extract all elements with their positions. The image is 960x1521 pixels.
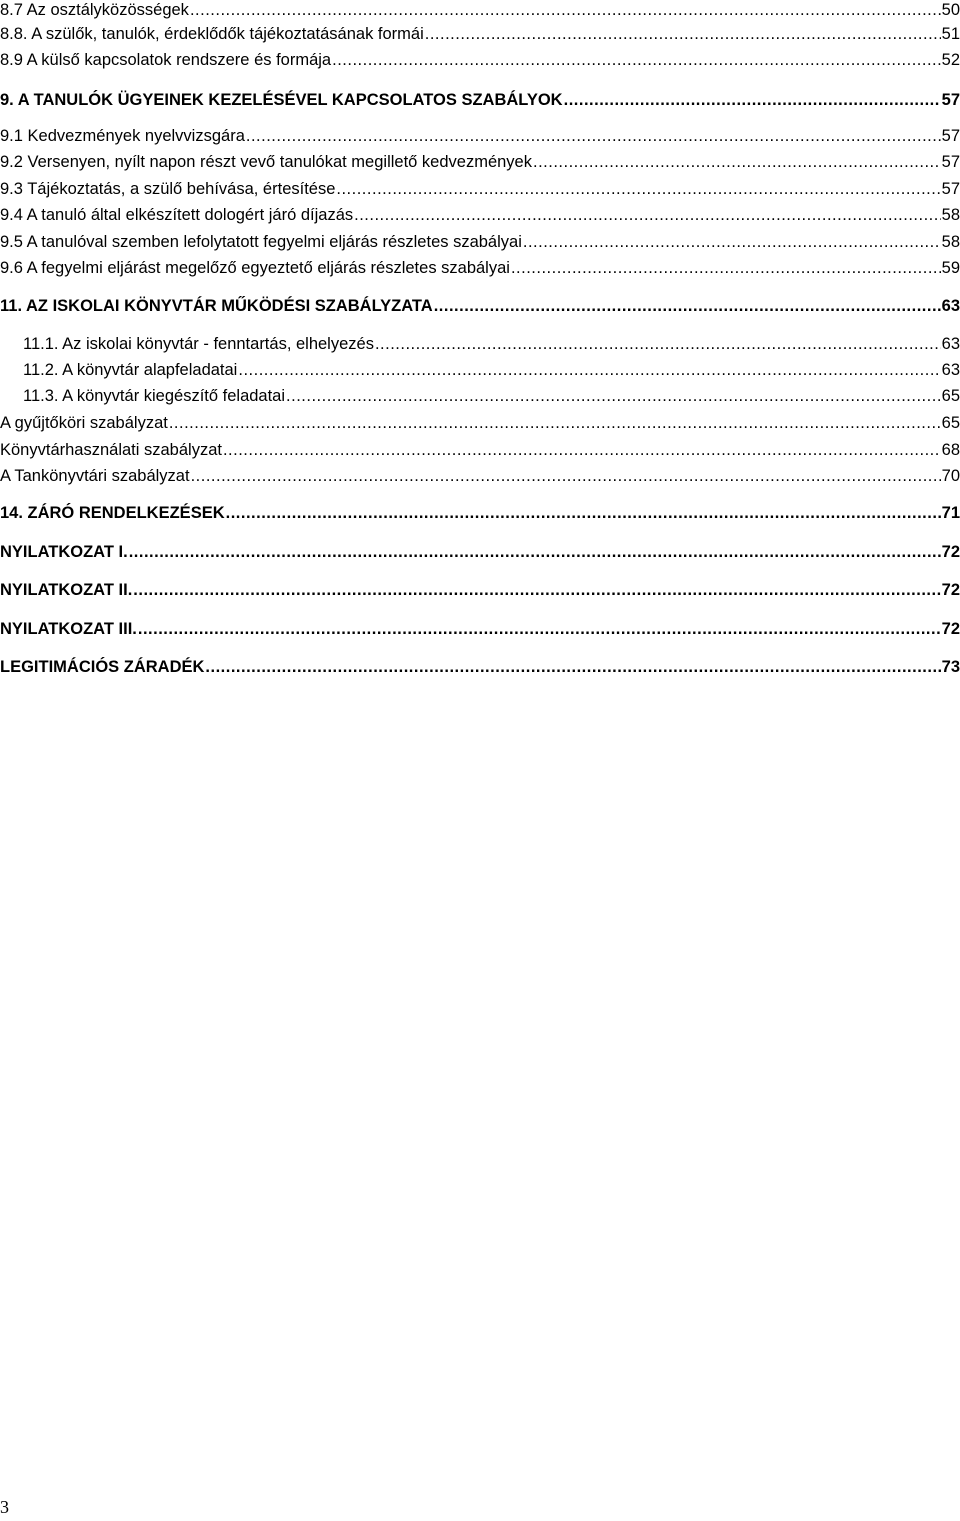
toc-entry-8-8[interactable] — [0, 24, 960, 44]
toc-entry-page: 51 — [941, 25, 960, 43]
toc-entry-label: LEGITIMÁCIÓS ZÁRADÉK — [0, 658, 205, 676]
toc-entry-page: 57 — [941, 153, 960, 171]
toc-entry-8-7[interactable] — [0, 0, 960, 20]
toc-entry-8-9[interactable] — [0, 50, 960, 70]
toc-entry-label: 11.1. Az iskolai könyvtár - fenntartás, elhelyezés — [23, 335, 374, 353]
toc-entry-konyvtarhasznalati[interactable] — [0, 440, 960, 460]
toc-entry-nyilatkozat-2[interactable] — [0, 580, 960, 600]
toc-entry-page: 57 — [941, 91, 960, 109]
toc-entry-page: 73 — [941, 658, 960, 676]
toc-entry-page: 65 — [941, 387, 960, 405]
toc-entry-label: 11.3. A könyvtár kiegészítő feladatai — [23, 387, 286, 405]
toc-leader-dots — [286, 386, 941, 406]
toc-entry-page: 59 — [941, 259, 960, 277]
toc-leader-dots — [190, 0, 941, 20]
toc-leader-dots — [223, 440, 941, 460]
toc-entry-11-3[interactable] — [0, 386, 960, 406]
toc-leader-dots — [533, 152, 941, 172]
toc-entry-9-6[interactable] — [0, 258, 960, 278]
toc-leader-dots — [564, 90, 941, 110]
toc-leader-dots — [238, 360, 940, 380]
toc-entry-page: 63 — [941, 361, 960, 379]
toc-entry-nyilatkozat-3[interactable] — [0, 619, 960, 639]
toc-leader-dots — [138, 619, 941, 639]
toc-entry-page: 58 — [941, 233, 960, 251]
toc-entry-9-2[interactable] — [0, 152, 960, 172]
toc-leader-dots — [523, 232, 941, 252]
toc-entry-label: 9.6 A fegyelmi eljárást megelőző egyeztető eljárás részletes szabályai — [0, 259, 510, 277]
toc-leader-dots — [354, 205, 941, 225]
toc-entry-label: NYILATKOZAT II. — [0, 581, 133, 599]
toc-entry-page: 63 — [941, 335, 960, 353]
toc-leader-dots — [332, 50, 941, 70]
toc-entry-11[interactable] — [0, 296, 960, 316]
toc-entry-page: 63 — [941, 297, 960, 315]
toc-entry-11-1[interactable] — [0, 334, 960, 354]
toc-entry-11-2[interactable] — [0, 360, 960, 380]
toc-entry-9[interactable] — [0, 90, 960, 110]
toc-entry-label: 9.5 A tanulóval szemben lefolytatott fegyelmi eljárás részletes szabályai — [0, 233, 522, 251]
toc-leader-dots — [205, 657, 940, 677]
toc-leader-dots — [129, 542, 941, 562]
toc-entry-page: 71 — [941, 504, 960, 522]
toc-entry-label: 9.4 A tanuló által elkészített dologért járó díjazás — [0, 206, 354, 224]
toc-entry-page: 57 — [941, 127, 960, 145]
toc-entry-label: Könyvtárhasználati szabályzat — [0, 441, 222, 459]
toc-entry-label: 8.8. A szülők, tanulók, érdeklődők tájékoztatásának formái — [0, 25, 424, 43]
toc-leader-dots — [246, 126, 941, 146]
toc-entry-nyilatkozat-1[interactable] — [0, 542, 960, 562]
toc-entry-page: 50 — [941, 1, 960, 19]
toc-entry-label: A Tankönyvtári szabályzat — [0, 467, 190, 485]
toc-entry-14[interactable] — [0, 503, 960, 523]
toc-entry-label: 8.7 Az osztályközösségek — [0, 1, 189, 19]
toc-entry-9-1[interactable] — [0, 126, 960, 146]
toc-entry-9-5[interactable] — [0, 232, 960, 252]
toc-entry-page: 68 — [941, 441, 960, 459]
toc-entry-label: 14. ZÁRÓ RENDELKEZÉSEK — [0, 504, 225, 522]
toc-entry-page: 72 — [941, 543, 960, 561]
toc-entry-label: A gyűjtőköri szabályzat — [0, 414, 168, 432]
toc-entry-9-4[interactable] — [0, 205, 960, 225]
toc-entry-label: NYILATKOZAT III. — [0, 620, 137, 638]
toc-entry-legitimacios[interactable] — [0, 657, 960, 677]
toc-leader-dots — [133, 580, 940, 600]
toc-leader-dots — [336, 179, 940, 199]
toc-entry-tankonyvtari[interactable] — [0, 466, 960, 486]
toc-leader-dots — [434, 296, 941, 316]
toc-leader-dots — [169, 413, 941, 433]
toc-entry-label: 9.1 Kedvezmények nyelvvizsgára — [0, 127, 245, 145]
toc-entry-9-3[interactable] — [0, 179, 960, 199]
toc-entry-page: 52 — [941, 51, 960, 69]
toc-entry-page: 57 — [941, 180, 960, 198]
toc-entry-label: 9.2 Versenyen, nyílt napon részt vevő tanulókat megillető kedvezmények — [0, 153, 532, 171]
toc-entry-label: 11. AZ ISKOLAI KÖNYVTÁR MŰKÖDÉSI SZABÁLYZATA — [0, 297, 433, 315]
toc-entry-label: 9.3 Tájékoztatás, a szülő behívása, értesítése — [0, 180, 336, 198]
page-number: 3 — [0, 1497, 9, 1517]
toc-entry-label: NYILATKOZAT I. — [0, 543, 128, 561]
toc-entry-page: 58 — [941, 206, 960, 224]
toc-entry-page: 72 — [941, 620, 960, 638]
toc-leader-dots — [511, 258, 941, 278]
toc-leader-dots — [375, 334, 941, 354]
toc-leader-dots — [425, 24, 941, 44]
toc-entry-gyujtokori[interactable] — [0, 413, 960, 433]
toc-entry-page: 65 — [941, 414, 960, 432]
toc-leader-dots — [226, 503, 941, 523]
toc-entry-label: 11.2. A könyvtár alapfeladatai — [23, 361, 238, 379]
toc-entry-label: 8.9 A külső kapcsolatok rendszere és formája — [0, 51, 332, 69]
toc-entry-page: 70 — [941, 467, 960, 485]
toc-leader-dots — [191, 466, 941, 486]
toc-entry-page: 72 — [941, 581, 960, 599]
toc-entry-label: 9. A TANULÓK ÜGYEINEK KEZELÉSÉVEL KAPCSOLATOS SZABÁLYOK — [0, 91, 563, 109]
